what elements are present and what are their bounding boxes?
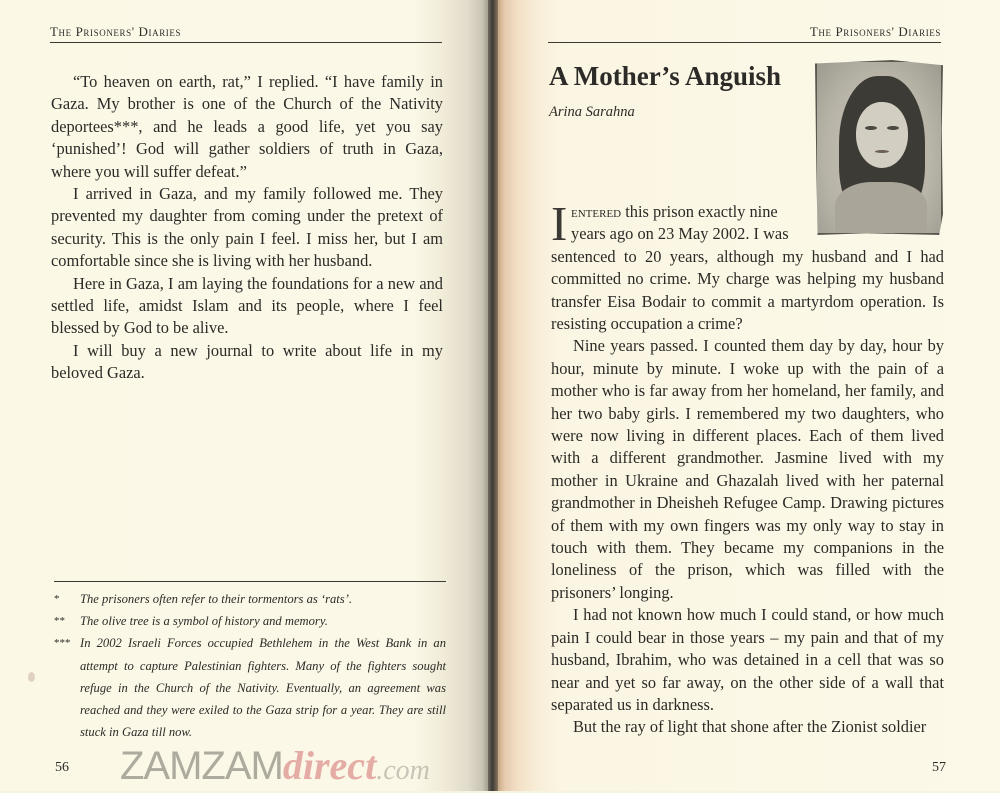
opening-line: years ago on 23 May 2002. I was <box>571 224 789 244</box>
drop-cap: I <box>551 196 568 251</box>
footnote-text: The prisoners often refer to their tormentors as ‘rats’. <box>80 592 353 606</box>
watermark-part: .com <box>376 755 430 786</box>
opening-lines <box>551 196 801 251</box>
footnote-divider <box>54 581 446 582</box>
footnotes <box>54 588 446 743</box>
running-head-left: The Prisoners' Diaries <box>50 24 442 43</box>
footnote-text: The olive tree is a symbol of history and memory. <box>80 614 328 629</box>
right-page-body <box>551 196 944 739</box>
portrait-eye <box>887 126 899 130</box>
paragraph: Here in Gaza, I am laying the foundations for a new and settled life, amidst Islam and its people, where I feel blessed by God to be alive. <box>51 273 443 338</box>
opening-line <box>571 201 811 223</box>
page-number-left: 56 <box>55 760 69 775</box>
paragraph: Nine years passed. I counted them day by day, hour by hour, minute by minute. I woke up with the pain of a mother who is far away from her homeland, her family, and her two baby girls. I remembered my two daughters, who were now living in different places. Each of them lived with a different grandmother. Jasmine lived with my mother in Ukraine and Ghazalah lived with her paternal grandmother in Dheisheh Refugee Camp. Drawing pictures of them with my own fingers was my only way to stay in touch with them. They became my companions in the loneliness of the prison, which was filled with the prisoners’ longing. <box>551 336 944 602</box>
chapter-title: A Mother’s Anguish <box>549 61 782 91</box>
paragraph: But the ray of light that shone after the Zionist soldier <box>573 717 927 737</box>
paragraph: I had not known how much I could stand, or how much pain I could bear in those years – my pain and that of my husband, Ibrahim, who was detained in a cell that was so near and yet so far away, on the other side of a wall that separated us in darkness. <box>551 605 944 714</box>
paragraph: sentenced to 20 years, although my husband and I had committed no crime. My charge was helping my husband transfer Eisa Bodair to commit a martyrdom operation. Is resisting occupation a crime? <box>551 246 944 334</box>
footnote-mark: * <box>54 593 60 605</box>
chapter-author: Arina Sarahna <box>549 104 635 120</box>
footnote <box>54 632 446 743</box>
running-head-right: The Prisoners' Diaries <box>548 24 941 43</box>
paragraph: I will buy a new journal to write about life in my beloved Gaza. <box>51 340 443 383</box>
footnote-text: In 2002 Israeli Forces occupied Bethlehem in the West Bank in an attempt to capture Palestinian fighters. Many of the fighters sought refuge in the Church of the Nativity. Eventually, an agreement was reached and they were exiled to the Gaza strip for a year. They are still stuck in Gaza till now. <box>80 636 446 740</box>
drop-cap-lines <box>571 201 811 246</box>
footnote-mark: *** <box>54 637 71 650</box>
portrait-mouth <box>875 150 889 153</box>
opening-line-rest: this prison exactly nine <box>621 202 778 221</box>
page-number-right: 57 <box>932 760 946 775</box>
watermark-part: ZAMZAM <box>120 744 283 788</box>
paper-speck <box>28 672 35 682</box>
footnote <box>54 610 446 632</box>
portrait-eye <box>865 126 877 130</box>
footnote-mark: ** <box>54 615 65 628</box>
book-gutter <box>488 0 498 791</box>
watermark-part: direct <box>282 743 377 788</box>
left-page-body <box>51 71 443 385</box>
footnote <box>54 588 446 610</box>
left-page <box>0 0 492 791</box>
smallcaps-lead: entered <box>571 202 622 221</box>
portrait-face <box>856 102 908 168</box>
paragraph: “To heaven on earth, rat,” I replied. “I have family in Gaza. My brother is one of the Church of the Nativity deportees***, and he leads a good life, yet you say ‘punished’! God will gather soldiers of truth in Gaza, where you will suffer defeat.” <box>51 72 443 181</box>
paragraph: I arrived in Gaza, and my family followed me. They prevented my daughter from coming under the pretext of security. This is the only pain I feel. I miss her, but I am comfortable since she is living with her husband. <box>51 184 443 271</box>
